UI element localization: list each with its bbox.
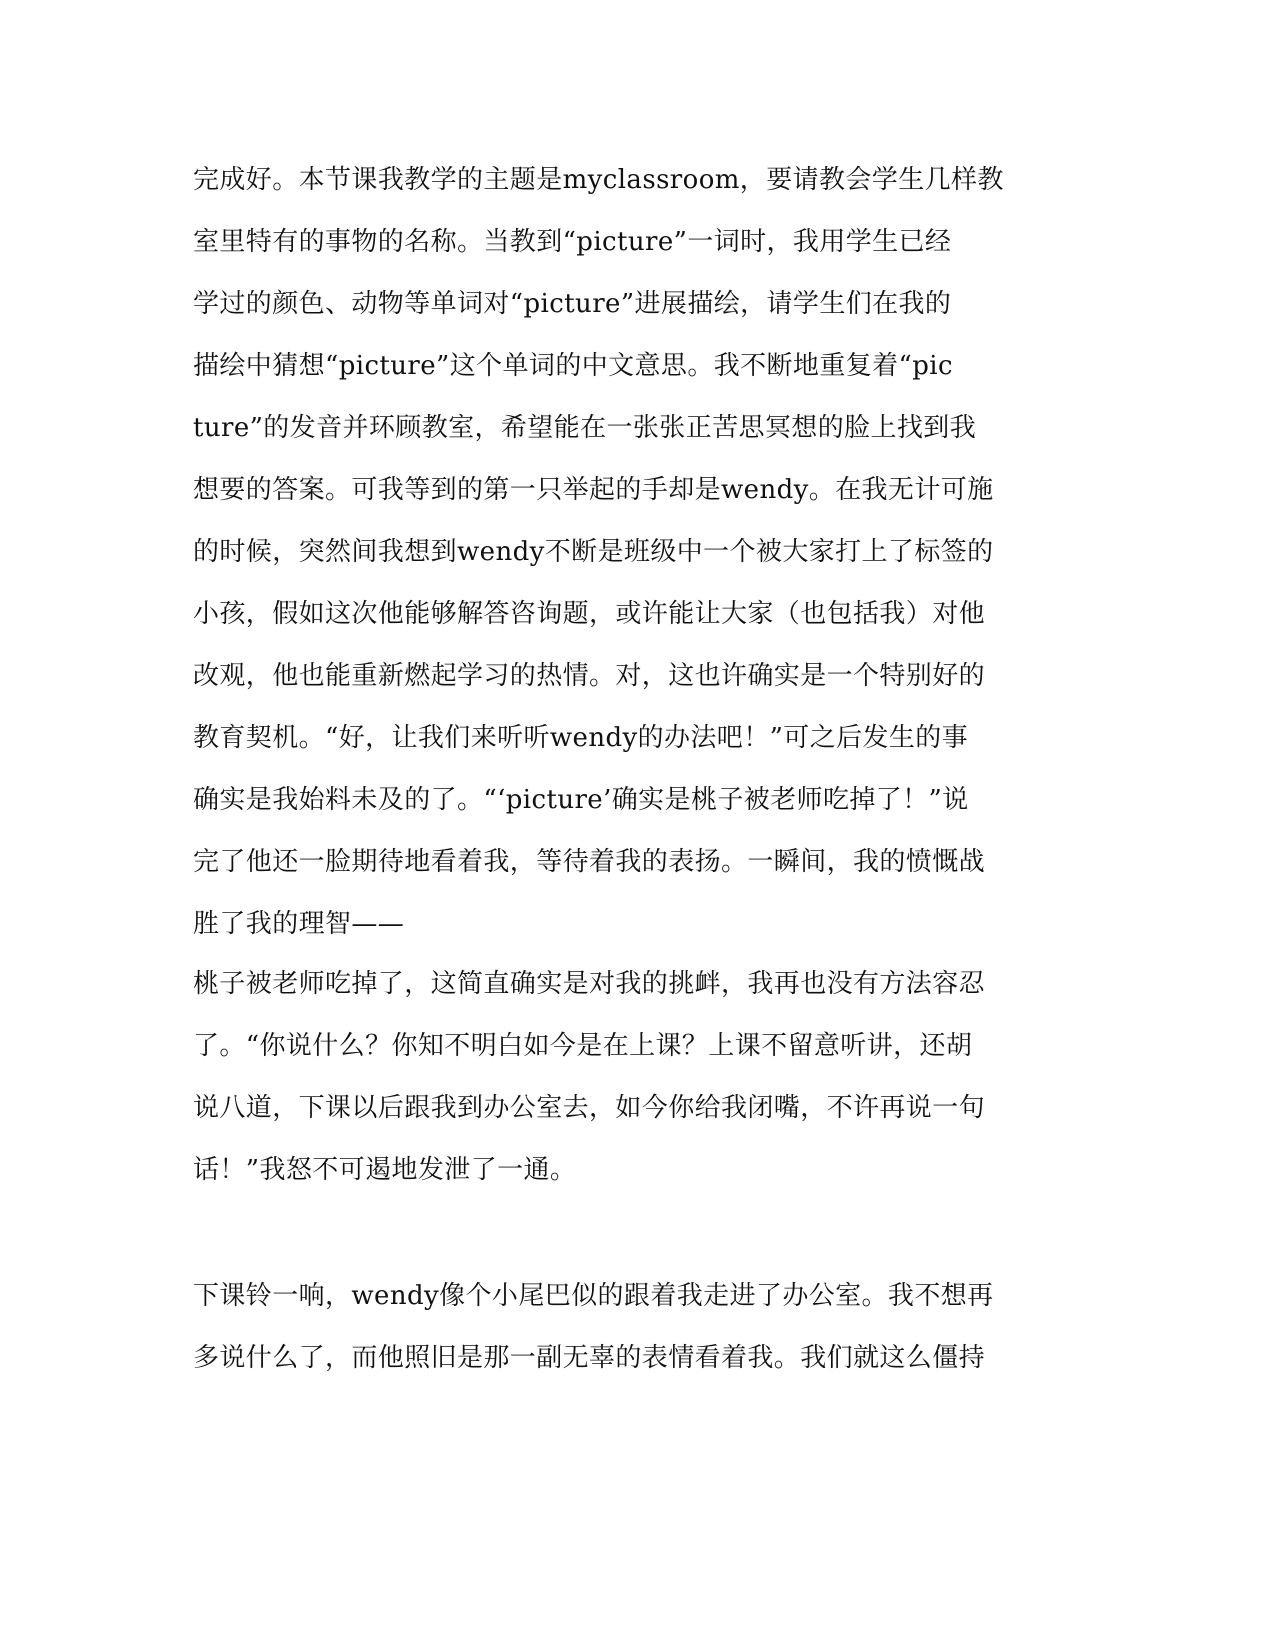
paragraph-2-line-2: 了。“你说什么？你知不明白如今是在上课？上课不留意听讲，还胡 — [193, 1031, 973, 1061]
paragraph-1-line-3: 学过的颜色、动物等单词对“picture”进展描绘，请学生们在我的 — [193, 289, 952, 319]
paragraph-1-line-2: 室里特有的事物的名称。当教到“picture”一词时，我用学生已经 — [193, 227, 952, 257]
paragraph-1-line-12: 完了他还一脸期待地看着我，等待着我的表扬。一瞬间，我的愤慨战 — [193, 847, 986, 877]
paragraph-1-line-5: ture”的发音并环顾教室，希望能在一张张正苦思冥想的脸上找到我 — [193, 413, 977, 443]
paragraph-1-line-9: 改观，他也能重新燃起学习的热情。对，这也许确实是一个特别好的 — [193, 661, 986, 691]
paragraph-1-line-13: 胜了我的理智—— — [193, 909, 405, 939]
paragraph-1-line-8: 小孩，假如这次他能够解答咨询题，或许能让大家（也包括我）对他 — [193, 599, 986, 629]
paragraph-3-line-2: 多说什么了，而他照旧是那一副无辜的表情看着我。我们就这么僵持 — [193, 1343, 986, 1373]
paragraph-1-line-7: 的时候，突然间我想到wendy不断是班级中一个被大家打上了标签的 — [193, 537, 994, 567]
paragraph-1-line-10: 教育契机。“好，让我们来听听wendy的办法吧！”可之后发生的事 — [193, 723, 969, 753]
paragraph-2-line-3: 说八道，下课以后跟我到办公室去，如今你给我闭嘴，不许再说一句 — [193, 1093, 986, 1123]
paragraph-1-line-1: 完成好。本节课我教学的主题是myclassroom，要请教会学生几样教 — [193, 165, 1004, 195]
paragraph-2-line-1: 桃子被老师吃掉了，这简直确实是对我的挑衅，我再也没有方法容忍 — [193, 969, 986, 999]
paragraph-1-line-4: 描绘中猜想“picture”这个单词的中文意思。我不断地重复着“pic — [193, 351, 953, 381]
paragraph-1-line-11: 确实是我始料未及的了。“‘picture’确实是桃子被老师吃掉了！”说 — [193, 785, 969, 815]
paragraph-2-line-4: 话！”我怒不可遏地发泄了一通。 — [193, 1155, 577, 1185]
paragraph-1-line-6: 想要的答案。可我等到的第一只举起的手却是wendy。在我无计可施 — [193, 475, 994, 505]
paragraph-3-line-1: 下课铃一响，wendy像个小尾巴似的跟着我走进了办公室。我不想再 — [193, 1281, 994, 1311]
